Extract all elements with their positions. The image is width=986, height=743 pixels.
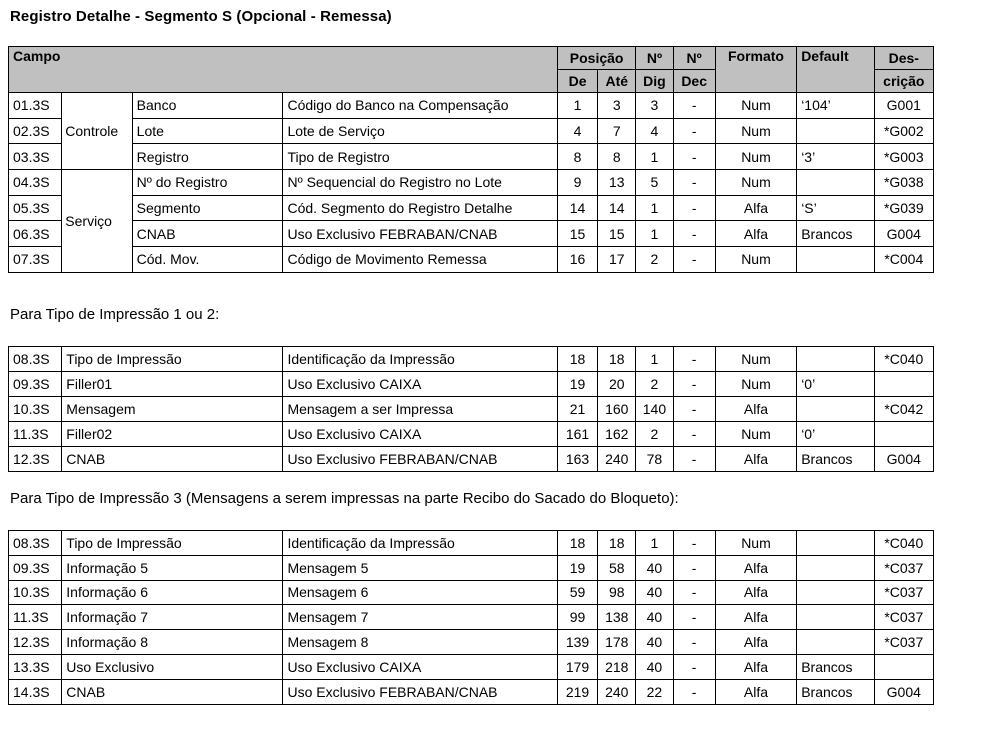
cell-descricao: G004 — [874, 679, 933, 704]
cell-ate: 7 — [598, 118, 636, 144]
cell-descricao: *C037 — [874, 555, 933, 580]
cell-field-desc: Mensagem 6 — [283, 580, 557, 605]
cell-descricao: *C004 — [874, 247, 933, 273]
table-row — [9, 118, 934, 144]
cell-dig: 1 — [636, 221, 673, 247]
cell-dec: - — [673, 170, 715, 196]
cell-de: 161 — [557, 422, 597, 447]
cell-formato: Num — [715, 93, 796, 119]
cell-field-desc: Identificação da Impressão — [283, 347, 557, 372]
table-row — [9, 347, 934, 372]
cell-formato: Alfa — [715, 580, 796, 605]
cell-de: 99 — [557, 605, 597, 630]
cell-field-id: 12.3S — [9, 630, 62, 655]
cell-default: Brancos — [797, 221, 874, 247]
cell-de: 18 — [557, 531, 597, 556]
cell-formato: Alfa — [715, 397, 796, 422]
table-row — [9, 555, 934, 580]
cell-formato: Num — [715, 422, 796, 447]
cell-field-desc: Mensagem 5 — [283, 555, 557, 580]
cell-field-desc: Lote de Serviço — [283, 118, 557, 144]
cell-field-desc: Uso Exclusivo FEBRABAN/CNAB — [283, 447, 557, 472]
cell-dig: 22 — [636, 679, 673, 704]
cell-default — [797, 170, 874, 196]
cell-dec: - — [673, 531, 715, 556]
cell-dig: 40 — [636, 630, 673, 655]
cell-field-desc: Uso Exclusivo CAIXA — [283, 422, 557, 447]
cell-default — [797, 580, 874, 605]
header-no-dig: Nº — [636, 47, 673, 70]
cell-dec: - — [673, 580, 715, 605]
cell-dec: - — [673, 605, 715, 630]
cell-dig: 40 — [636, 605, 673, 630]
cell-descricao: *G038 — [874, 170, 933, 196]
cell-descricao: *C037 — [874, 630, 933, 655]
header-dig: Dig — [636, 70, 673, 93]
cell-ate: 20 — [598, 372, 636, 397]
cell-field-id: 11.3S — [9, 605, 62, 630]
cell-field-desc: Mensagem a ser Impressa — [283, 397, 557, 422]
cell-dig: 2 — [636, 247, 673, 273]
header-no-dec: Nº — [673, 47, 715, 70]
subtitle-impressao-3: Para Tipo de Impressão 3 (Mensagens a serem impressas na parte Recibo do Sacado do Bloqueto): — [10, 490, 679, 507]
cell-default — [797, 531, 874, 556]
cell-field-name: Filler02 — [62, 422, 283, 447]
cell-default — [797, 118, 874, 144]
cell-formato: Num — [715, 247, 796, 273]
cell-de: 18 — [557, 347, 597, 372]
table-row — [9, 93, 934, 119]
cell-field-name: CNAB — [62, 679, 283, 704]
cell-formato: Num — [715, 531, 796, 556]
cell-field-name: Filler01 — [62, 372, 283, 397]
cell-field-desc: Uso Exclusivo FEBRABAN/CNAB — [283, 221, 557, 247]
cell-de: 21 — [557, 397, 597, 422]
cell-descricao: *G002 — [874, 118, 933, 144]
table-row — [9, 654, 934, 679]
cell-de: 8 — [557, 144, 597, 170]
cell-descricao: *C037 — [874, 605, 933, 630]
cell-formato: Alfa — [715, 447, 796, 472]
cell-field-desc: Uso Exclusivo FEBRABAN/CNAB — [283, 679, 557, 704]
cell-de: 59 — [557, 580, 597, 605]
cell-field-desc: Cód. Segmento do Registro Detalhe — [283, 195, 557, 221]
cell-default: ‘0’ — [797, 372, 874, 397]
cell-formato: Alfa — [715, 555, 796, 580]
cell-ate: 218 — [598, 654, 636, 679]
cell-dig: 1 — [636, 195, 673, 221]
cell-dig: 40 — [636, 580, 673, 605]
cell-de: 1 — [557, 93, 597, 119]
cell-de: 219 — [557, 679, 597, 704]
cell-ate: 15 — [598, 221, 636, 247]
table-row — [9, 580, 934, 605]
cell-descricao: G001 — [874, 93, 933, 119]
cell-dig: 40 — [636, 555, 673, 580]
cell-formato: Num — [715, 347, 796, 372]
cell-field-desc: Identificação da Impressão — [283, 531, 557, 556]
cell-dec: - — [673, 144, 715, 170]
cell-dec: - — [673, 347, 715, 372]
cell-formato: Alfa — [715, 654, 796, 679]
cell-field-name: CNAB — [62, 447, 283, 472]
cell-field-id: 09.3S — [9, 555, 62, 580]
cell-dig: 1 — [636, 347, 673, 372]
cell-default: ‘3’ — [797, 144, 874, 170]
table-row — [9, 170, 934, 196]
cell-field-name: Segmento — [132, 195, 283, 221]
cell-dig: 78 — [636, 447, 673, 472]
cell-field-name: Informação 7 — [62, 605, 283, 630]
cell-ate: 162 — [598, 422, 636, 447]
cell-field-desc: Código do Banco na Compensação — [283, 93, 557, 119]
cell-dec: - — [673, 195, 715, 221]
cell-formato: Alfa — [715, 630, 796, 655]
table-row — [9, 144, 934, 170]
cell-descricao — [874, 372, 933, 397]
cell-formato: Alfa — [715, 195, 796, 221]
cell-default — [797, 247, 874, 273]
cell-descricao: *C040 — [874, 531, 933, 556]
cell-field-id: 14.3S — [9, 679, 62, 704]
cell-ate: 178 — [598, 630, 636, 655]
page-title: Registro Detalhe - Segmento S (Opcional - Remessa) — [10, 8, 392, 25]
cell-dig: 140 — [636, 397, 673, 422]
cell-field-name: Informação 8 — [62, 630, 283, 655]
header-posicao: Posição — [557, 47, 635, 70]
group-servico: Serviço — [62, 170, 132, 273]
cell-field-desc: Uso Exclusivo CAIXA — [283, 372, 557, 397]
cell-field-id: 08.3S — [9, 531, 62, 556]
cell-ate: 98 — [598, 580, 636, 605]
cell-field-desc: Nº Sequencial do Registro no Lote — [283, 170, 557, 196]
cell-default: Brancos — [797, 447, 874, 472]
table-row — [9, 422, 934, 447]
cell-descricao: *C040 — [874, 347, 933, 372]
cell-field-desc: Uso Exclusivo CAIXA — [283, 654, 557, 679]
cell-dig: 2 — [636, 372, 673, 397]
cell-dec: - — [673, 422, 715, 447]
cell-de: 4 — [557, 118, 597, 144]
table-row — [9, 630, 934, 655]
cell-dig: 3 — [636, 93, 673, 119]
cell-default — [797, 630, 874, 655]
cell-descricao: *G039 — [874, 195, 933, 221]
cell-field-desc: Tipo de Registro — [283, 144, 557, 170]
cell-field-desc: Mensagem 8 — [283, 630, 557, 655]
cell-dec: - — [673, 372, 715, 397]
cell-default: ‘104’ — [797, 93, 874, 119]
cell-formato: Alfa — [715, 221, 796, 247]
cell-dig: 1 — [636, 144, 673, 170]
cell-field-id: 07.3S — [9, 247, 62, 273]
cell-field-name: Informação 5 — [62, 555, 283, 580]
cell-field-name: Registro — [132, 144, 283, 170]
cell-field-name: Informação 6 — [62, 580, 283, 605]
cell-dec: - — [673, 555, 715, 580]
cell-field-id: 02.3S — [9, 118, 62, 144]
header-dec: Dec — [673, 70, 715, 93]
cell-ate: 8 — [598, 144, 636, 170]
header-campo: Campo — [9, 47, 558, 93]
cell-formato: Num — [715, 118, 796, 144]
cell-dig: 5 — [636, 170, 673, 196]
cell-field-id: 03.3S — [9, 144, 62, 170]
impressao-1-2-table — [8, 346, 934, 472]
cell-descricao: *G003 — [874, 144, 933, 170]
cell-ate: 14 — [598, 195, 636, 221]
table-row — [9, 447, 934, 472]
header-de: De — [557, 70, 597, 93]
subtitle-impressao-1-2: Para Tipo de Impressão 1 ou 2: — [10, 306, 220, 323]
segment-s-main-table — [8, 46, 934, 273]
cell-descricao: G004 — [874, 447, 933, 472]
cell-dec: - — [673, 93, 715, 119]
cell-dec: - — [673, 118, 715, 144]
cell-field-id: 11.3S — [9, 422, 62, 447]
cell-field-id: 10.3S — [9, 580, 62, 605]
cell-field-id: 09.3S — [9, 372, 62, 397]
header-formato: Formato — [715, 47, 796, 93]
cell-dec: - — [673, 654, 715, 679]
cell-ate: 160 — [598, 397, 636, 422]
cell-ate: 17 — [598, 247, 636, 273]
cell-field-id: 05.3S — [9, 195, 62, 221]
table-row — [9, 221, 934, 247]
cell-descricao: *C037 — [874, 580, 933, 605]
impressao-3-table — [8, 530, 934, 705]
cell-descricao — [874, 654, 933, 679]
cell-field-name: Tipo de Impressão — [62, 531, 283, 556]
cell-formato: Alfa — [715, 605, 796, 630]
cell-field-id: 13.3S — [9, 654, 62, 679]
cell-dec: - — [673, 630, 715, 655]
table-row — [9, 605, 934, 630]
cell-de: 163 — [557, 447, 597, 472]
cell-ate: 18 — [598, 347, 636, 372]
cell-descricao — [874, 422, 933, 447]
cell-ate: 240 — [598, 679, 636, 704]
cell-field-name: Cód. Mov. — [132, 247, 283, 273]
cell-ate: 58 — [598, 555, 636, 580]
cell-formato: Alfa — [715, 679, 796, 704]
cell-dig: 40 — [636, 654, 673, 679]
cell-field-name: Tipo de Impressão — [62, 347, 283, 372]
cell-dig: 4 — [636, 118, 673, 144]
cell-ate: 240 — [598, 447, 636, 472]
cell-de: 14 — [557, 195, 597, 221]
cell-field-desc: Mensagem 7 — [283, 605, 557, 630]
cell-de: 19 — [557, 372, 597, 397]
cell-field-id: 10.3S — [9, 397, 62, 422]
cell-dig: 2 — [636, 422, 673, 447]
cell-field-id: 01.3S — [9, 93, 62, 119]
cell-field-name: Uso Exclusivo — [62, 654, 283, 679]
cell-de: 139 — [557, 630, 597, 655]
cell-field-id: 12.3S — [9, 447, 62, 472]
header-default: Default — [797, 47, 874, 93]
cell-field-id: 04.3S — [9, 170, 62, 196]
cell-dec: - — [673, 247, 715, 273]
cell-field-name: Nº do Registro — [132, 170, 283, 196]
cell-de: 179 — [557, 654, 597, 679]
table-row — [9, 397, 934, 422]
cell-dec: - — [673, 447, 715, 472]
cell-default: ‘0’ — [797, 422, 874, 447]
cell-field-name: Lote — [132, 118, 283, 144]
header-ate: Até — [598, 70, 636, 93]
group-controle: Controle — [62, 93, 132, 170]
table-row — [9, 679, 934, 704]
cell-ate: 13 — [598, 170, 636, 196]
cell-default — [797, 605, 874, 630]
cell-field-id: 08.3S — [9, 347, 62, 372]
cell-field-name: Banco — [132, 93, 283, 119]
header-descricao-2: crição — [874, 70, 933, 93]
cell-dig: 1 — [636, 531, 673, 556]
cell-default — [797, 555, 874, 580]
cell-field-name: Mensagem — [62, 397, 283, 422]
cell-default — [797, 347, 874, 372]
header-descricao: Des- — [874, 47, 933, 70]
cell-default — [797, 397, 874, 422]
cell-field-id: 06.3S — [9, 221, 62, 247]
cell-default: Brancos — [797, 679, 874, 704]
cell-descricao: *C042 — [874, 397, 933, 422]
cell-ate: 3 — [598, 93, 636, 119]
table-row — [9, 372, 934, 397]
cell-formato: Num — [715, 144, 796, 170]
cell-de: 9 — [557, 170, 597, 196]
cell-dec: - — [673, 679, 715, 704]
cell-de: 15 — [557, 221, 597, 247]
cell-dec: - — [673, 221, 715, 247]
table-row — [9, 531, 934, 556]
cell-de: 16 — [557, 247, 597, 273]
cell-dec: - — [673, 397, 715, 422]
cell-default: Brancos — [797, 654, 874, 679]
cell-default: ‘S’ — [797, 195, 874, 221]
table-row — [9, 247, 934, 273]
cell-formato: Num — [715, 372, 796, 397]
table-header-row — [9, 47, 934, 70]
table-row — [9, 195, 934, 221]
cell-ate: 18 — [598, 531, 636, 556]
cell-formato: Num — [715, 170, 796, 196]
cell-field-desc: Código de Movimento Remessa — [283, 247, 557, 273]
cell-ate: 138 — [598, 605, 636, 630]
cell-field-name: CNAB — [132, 221, 283, 247]
cell-descricao: G004 — [874, 221, 933, 247]
cell-de: 19 — [557, 555, 597, 580]
